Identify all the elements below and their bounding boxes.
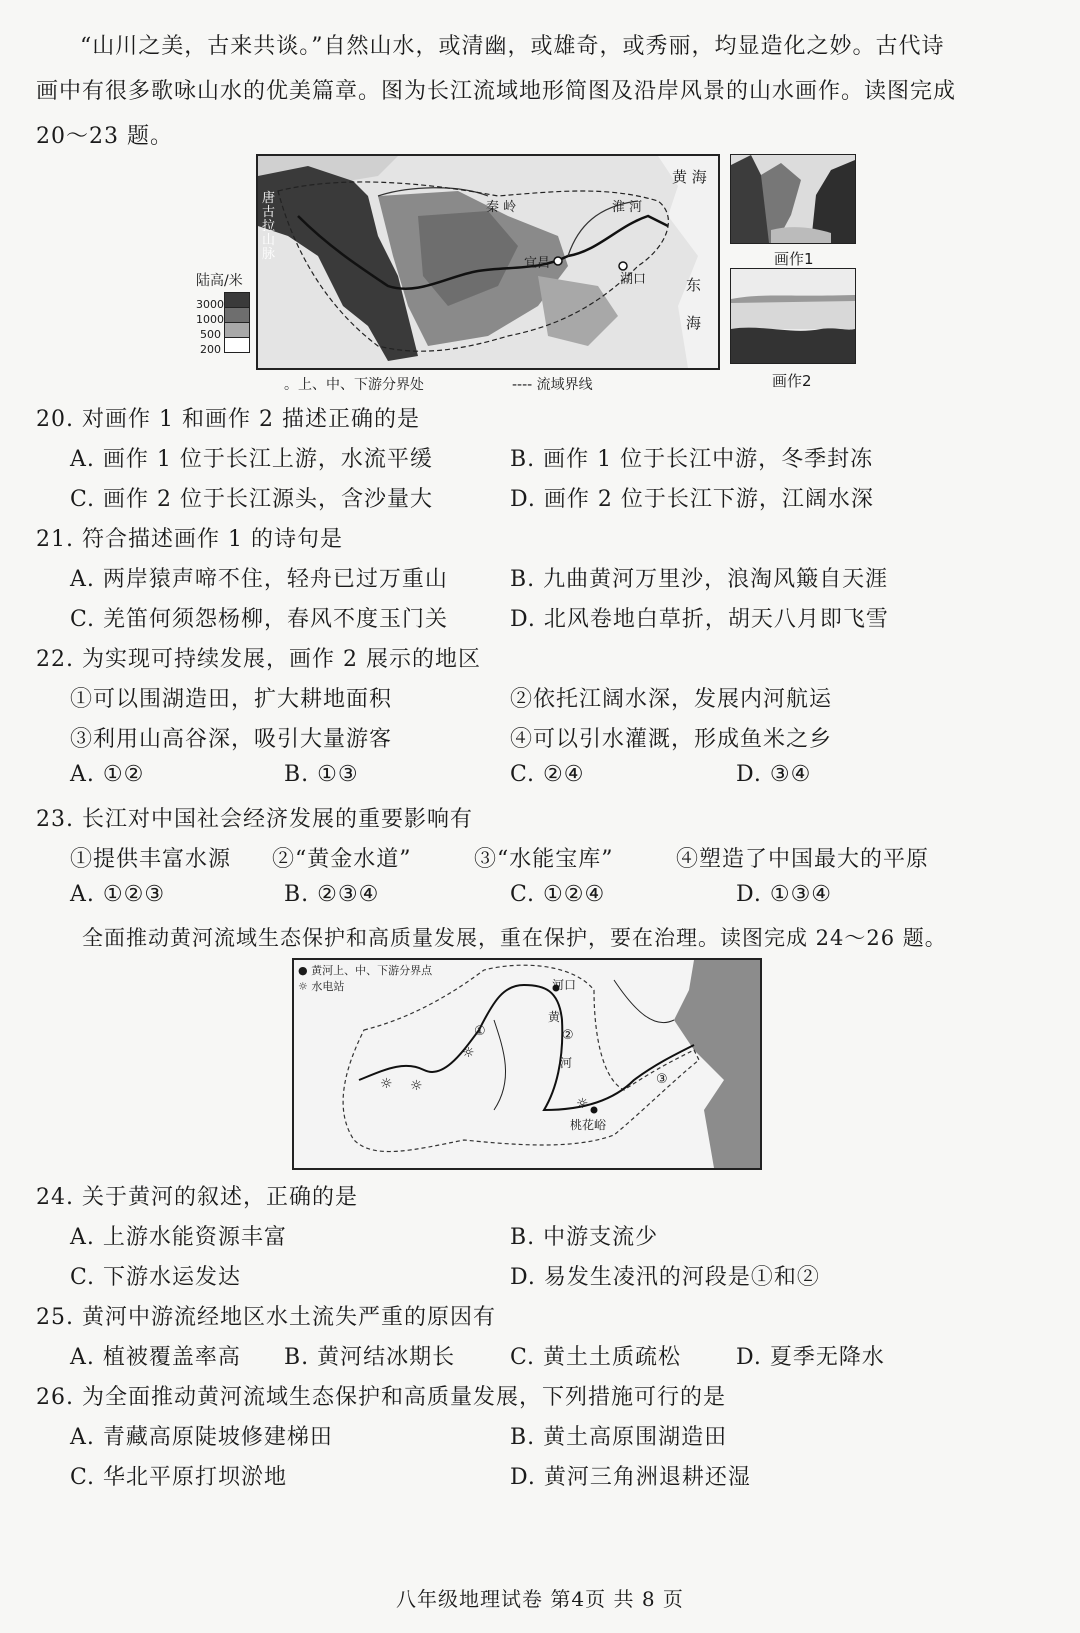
q25-option-b[interactable]: B. 黄河结冰期长	[284, 1345, 456, 1370]
q20-option-a[interactable]: A. 画作 1 位于长江上游，水流平缓	[70, 447, 433, 472]
q22-statement-1: ①可以围湖造田，扩大耕地面积	[70, 687, 393, 712]
yangtze-map-graphic	[258, 156, 718, 368]
map1-key-boundary: ---- 流域界线	[512, 377, 593, 393]
q23-stem: 23. 长江对中国社会经济发展的重要影响有	[36, 807, 473, 832]
q25-option-a[interactable]: A. 植被覆盖率高	[70, 1345, 241, 1370]
q25-option-c[interactable]: C. 黄土土质疏松	[510, 1345, 682, 1370]
intro-paragraph	[36, 24, 1044, 159]
q23-option-b[interactable]: B. ②③④	[284, 882, 380, 907]
section-1-marker: ①	[474, 1024, 486, 1039]
q26-option-c[interactable]: C. 华北平原打坝淤地	[70, 1465, 288, 1490]
q23-statement-3: ③“水能宝库”	[474, 847, 614, 872]
section-3-marker: ③	[656, 1072, 668, 1087]
q23-option-c[interactable]: C. ①②④	[510, 882, 606, 907]
legend-200: 200	[200, 343, 221, 356]
map2-legend-points: ● 黄河上、中、下游分界点	[298, 964, 433, 977]
q25-stem: 25. 黄河中游流经地区水土流失严重的原因有	[36, 1305, 496, 1330]
page-footer: 八年级地理试卷 第4页 共 8 页	[396, 1587, 684, 1611]
intro-line-3: 20～23 题。	[36, 124, 173, 149]
label-yichang: 宜昌	[524, 256, 551, 271]
yellow-river-map	[292, 958, 762, 1170]
yellow-river-map-graphic	[294, 960, 760, 1168]
label-huang: 黄	[548, 1010, 561, 1024]
q25-option-d[interactable]: D. 夏季无降水	[736, 1345, 885, 1370]
q24-option-b[interactable]: B. 中游支流少	[510, 1225, 659, 1250]
svg-text:☼: ☼	[380, 1076, 393, 1092]
q20-option-b[interactable]: B. 画作 1 位于长江中游，冬季封冻	[510, 447, 874, 472]
elevation-legend	[196, 292, 256, 362]
q24-stem: 24. 关于黄河的叙述，正确的是	[36, 1185, 358, 1210]
q26-option-a[interactable]: A. 青藏高原陡坡修建梯田	[70, 1425, 333, 1450]
svg-text:☼: ☼	[576, 1096, 589, 1112]
svg-text:☼: ☼	[410, 1078, 423, 1094]
painting-2-caption: 画作2	[772, 372, 812, 390]
q26-option-d[interactable]: D. 黄河三角洲退耕还湿	[510, 1465, 751, 1490]
q24-option-d[interactable]: D. 易发生凌汛的河段是①和②	[510, 1265, 820, 1290]
legend-500: 500	[200, 328, 221, 341]
label-hukou: 湖口	[620, 272, 647, 287]
q21-stem: 21. 符合描述画作 1 的诗句是	[36, 527, 343, 552]
q22-option-a[interactable]: A. ①②	[70, 762, 145, 787]
label-taohuayu: 桃花峪	[570, 1118, 607, 1132]
q22-stem: 22. 为实现可持续发展，画作 2 展示的地区	[36, 647, 481, 672]
label-hekou: 河口	[552, 978, 577, 992]
q21-option-c[interactable]: C. 羌笛何须怨杨柳，春风不度玉门关	[70, 607, 449, 632]
intro-2: 全面推动黄河流域生态保护和高质量发展，重在保护，要在治理。读图完成 24～26 题。	[82, 926, 947, 950]
intro-line-2: 画中有很多歌咏山水的优美篇章。图为长江流域地形简图及沿岸风景的山水画作。读图完成	[36, 79, 957, 104]
intro-line-1: “山川之美，古来共谈。”自然山水，或清幽，或雄奇，或秀丽，均显造化之妙。古代诗	[80, 34, 945, 59]
q22-statement-3: ③利用山高谷深，吸引大量游客	[70, 727, 393, 752]
label-east-sea: 东 海	[686, 276, 702, 332]
q23-statement-1: ①提供丰富水源	[70, 847, 232, 872]
q24-option-c[interactable]: C. 下游水运发达	[70, 1265, 242, 1290]
q24-option-a[interactable]: A. 上游水能资源丰富	[70, 1225, 287, 1250]
q22-option-b[interactable]: B. ①③	[284, 762, 359, 787]
q22-option-d[interactable]: D. ③④	[736, 762, 812, 787]
legend-1000: 1000	[196, 313, 224, 326]
legend-3000: 3000	[196, 298, 224, 311]
q22-statement-2: ②依托江阔水深，发展内河航运	[510, 687, 833, 712]
section-2-marker: ②	[562, 1028, 574, 1043]
map2-legend-hydro: ☼ 水电站	[298, 980, 345, 993]
q22-statement-4: ④可以引水灌溉，形成鱼米之乡	[510, 727, 833, 752]
painting-1-image	[730, 154, 856, 244]
q23-statement-2: ②“黄金水道”	[272, 847, 412, 872]
painting-1-caption: 画作1	[774, 250, 814, 268]
yangtze-basin-map	[256, 154, 720, 370]
q20-option-d[interactable]: D. 画作 2 位于长江下游，江阔水深	[510, 487, 874, 512]
q26-stem: 26. 为全面推动黄河流域生态保护和高质量发展，下列措施可行的是	[36, 1385, 726, 1410]
map1-key-points: 。上、中、下游分界处	[284, 377, 424, 393]
label-yellow-sea: 黄 海	[672, 168, 707, 186]
q20-stem: 20. 对画作 1 和画作 2 描述正确的是	[36, 407, 420, 432]
q21-option-a[interactable]: A. 两岸猿声啼不住，轻舟已过万重山	[70, 567, 448, 592]
q26-option-b[interactable]: B. 黄土高原围湖造田	[510, 1425, 728, 1450]
q21-option-d[interactable]: D. 北风卷地白草折，胡天八月即飞雪	[510, 607, 889, 632]
label-he: 河	[560, 1056, 573, 1070]
svg-text:☼: ☼	[462, 1045, 475, 1061]
painting-2-image	[730, 268, 856, 364]
q23-option-a[interactable]: A. ①②③	[70, 882, 166, 907]
q21-option-b[interactable]: B. 九曲黄河万里沙，浪淘风簸自天涯	[510, 567, 889, 592]
q20-option-c[interactable]: C. 画作 2 位于长江源头，含沙量大	[70, 487, 434, 512]
elevation-legend-title: 陆高/米	[196, 273, 243, 289]
q22-option-c[interactable]: C. ②④	[510, 762, 585, 787]
q23-option-d[interactable]: D. ①③④	[736, 882, 833, 907]
q23-statement-4: ④塑造了中国最大的平原	[676, 847, 930, 872]
label-tanggula: 唐古拉山脉	[262, 191, 276, 262]
label-huaihe: 淮 河	[612, 200, 643, 215]
label-qinling: 秦 岭	[486, 200, 517, 215]
